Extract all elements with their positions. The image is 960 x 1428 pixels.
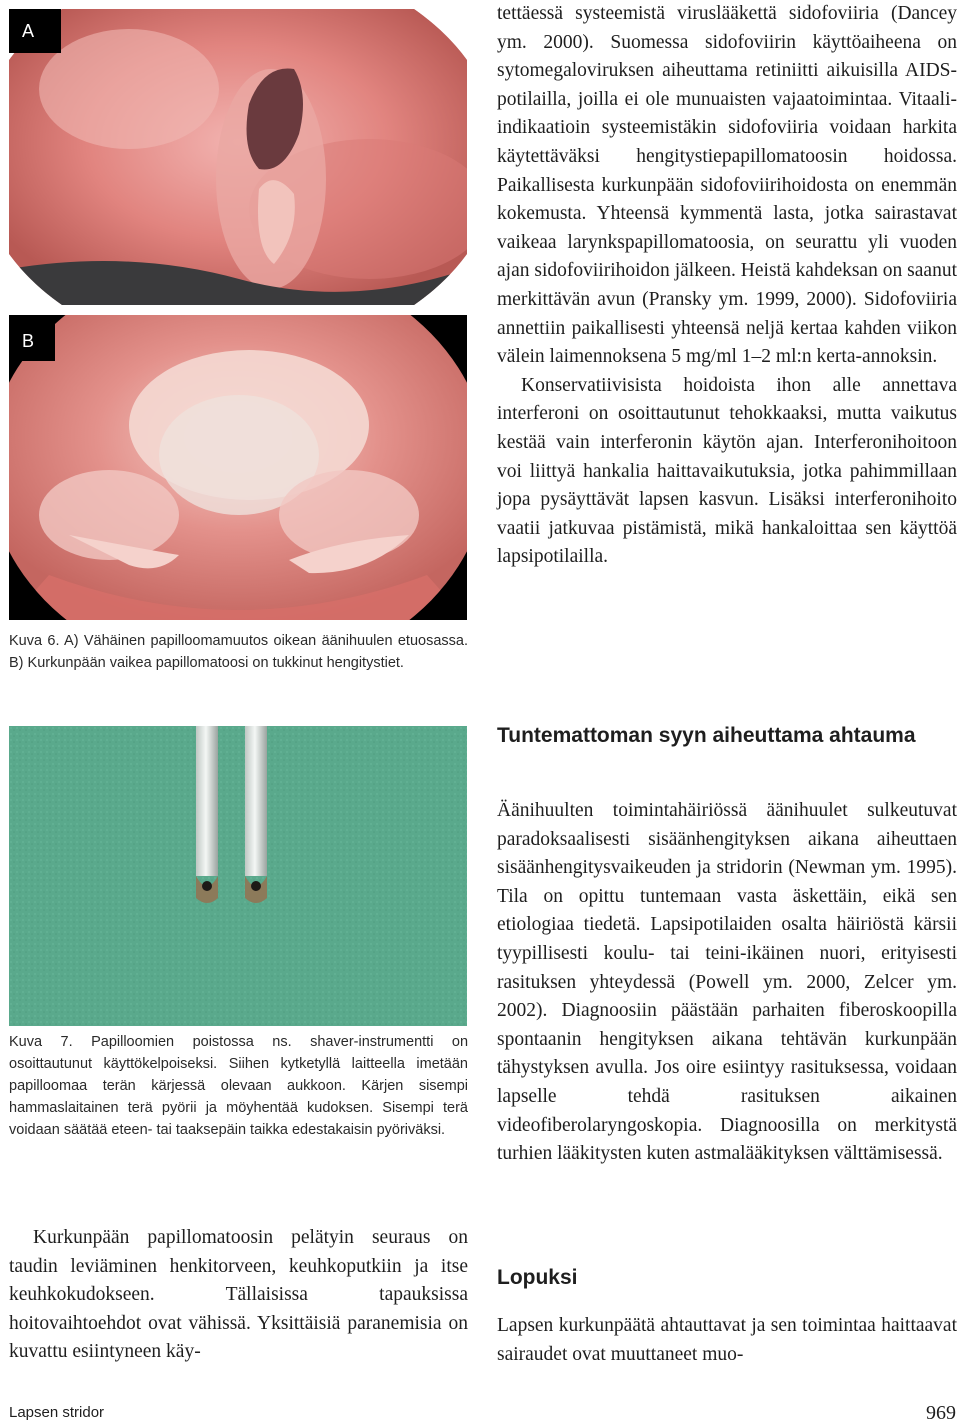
figure-6-caption-lead-b: B) <box>9 655 24 671</box>
figure-6-caption-a: Vähäinen papilloomamuutos oikean äänihuulen etuosassa. <box>78 633 468 649</box>
right-paragraph-1: tettäessä systeemistä viruslääkettä sidofoviiria (Dancey ym. 2000). Suomessa sidofoviirin käyttöaiheena on sytomegaloviruksen aiheuttama retiniitti aikuisilla AIDS-potilailla, joilla ei ole munuaisten vajaatoimintaa. Vitaali-indikaatioin systeemistäkin sidofoviiria voidaan harkita käytettäväksi hengitystiepapillomatoosin hoidossa. Paikallisesta kurkunpään sidofoviirihoidosta on enemmän kokemusta. Yhteensä kymmentä lasta, jotka sairastavat vaikeaa larynkspapillomatoosia, on seurattu yli vuoden ajan sidofoviirihoidon jälkeen. Heistä kahdeksan on saanut merkittävän avun (Pransky ym. 1999, 2000). Sidofoviiria annettiin paikallisesti yhteensä neljä kertaa kahden viikon välein laimennoksena 5 mg/ml 1–2 ml:n kerta-annoksin. <box>497 3 957 368</box>
figure-7-caption-text: Papilloomien poistossa ns. shaver-instrumentti on osoittautunut käyttökelpoiseksi. Siihen kytketyllä laitteella imetään papilloomaa terän kärjessä olevaan aukkoon. Kärjen sisempi hammaslaitainen terä pyörii ja möyhentää kudoksen. Sisempi terä voidaan säätää eteen- tai taaksepäin taikka edestakaisin pyöriväksi. <box>9 1034 469 1138</box>
figure-6b-photo <box>9 315 467 620</box>
right-column-middle-text <box>497 797 957 1169</box>
figure-6-caption-b: Kurkunpään vaikea papillomatoosi on tukkinut hengitystiet. <box>23 655 404 671</box>
figure-7-caption-lead: Kuva 7. <box>9 1034 73 1050</box>
right-paragraph-4: Lapsen kurkunpäätä ahtauttavat ja sen toimintaa haittaavat sairaudet ovat muuttaneet muo- <box>497 1315 957 1365</box>
figure-6-caption-lead: Kuva 6. A) <box>9 633 79 649</box>
figure-7-caption <box>9 1031 468 1141</box>
left-column-text <box>9 1224 468 1367</box>
section-heading-ahtauma: Tuntemattoman syyn aiheuttama ahtauma <box>497 724 916 747</box>
running-title: Lapsen stridor <box>9 1404 105 1421</box>
section-heading-lopuksi: Lopuksi <box>497 1266 578 1289</box>
panel-label-b: B <box>22 331 35 351</box>
page-number: 969 <box>926 1402 956 1424</box>
right-paragraph-3: Äänihuulten toimintahäiriössä äänihuulet sulkeutuvat paradoksaalisesti sisäänhengityksen aikana aiheuttaen sisäänhengitysvaikeuden ja stridorin (Newman ym. 1995). Tila on opittu tuntemaan vasta äskettäin, eikä sen etiologiaa tiedetä. Lapsipotilaiden osalta häiriöstä kärsii tyypillisesti koulu- tai teini-ikäinen nuori, erityisesti rasituksen yhteydessä (Powell ym. 2000, Zelcer ym. 2002). Diagnoosiin päästään parhaiten fiberoskoopilla spontaanin hengityksen aikana tehtävän kurkunpään tähystyksen avulla. Jos oire esiintyy rasituksessa, voidaan lapselle tehdä rasituksen aikainen videofiberolaryngoskopia. Diagnoosilla on merkitystä turhien lääkitysten kuten astmalääkityksen välttämisessä. <box>497 800 957 1165</box>
right-column-top-text <box>497 0 957 572</box>
left-paragraph: Kurkunpään papillomatoosin pelätyin seuraus on taudin leviäminen henkitorveen, keuhkoputkiin ja itse keuhkokudokseen. Tällaisissa tapauksissa hoitovaihtoehdot ovat vähissä. Yksittäisiä paranemisia on kuvattu esiintyneen käy- <box>9 1227 468 1363</box>
figure-6a-photo <box>9 9 467 305</box>
figure-7-photo <box>9 726 467 1026</box>
panel-label-a: A <box>22 21 35 41</box>
right-column-bottom-text <box>497 1312 957 1369</box>
figure-6-caption <box>9 630 468 674</box>
right-paragraph-2: Konservatiivisista hoidoista ihon alle annettava interferoni on osoittautunut tehokkaaksi, mutta vaikutus kestää vain interferonin käytön ajan. Interferonihoitoon voi liittyä hankalia haittavaikutuksia, jotka pahimmillaan jopa pysäyttävät lapsen kasvun. Lisäksi interferonihoito vaatii jatkuvaa pistämistä, mikä hankaloittaa sen käyttöä lapsipotilailla. <box>497 374 957 568</box>
